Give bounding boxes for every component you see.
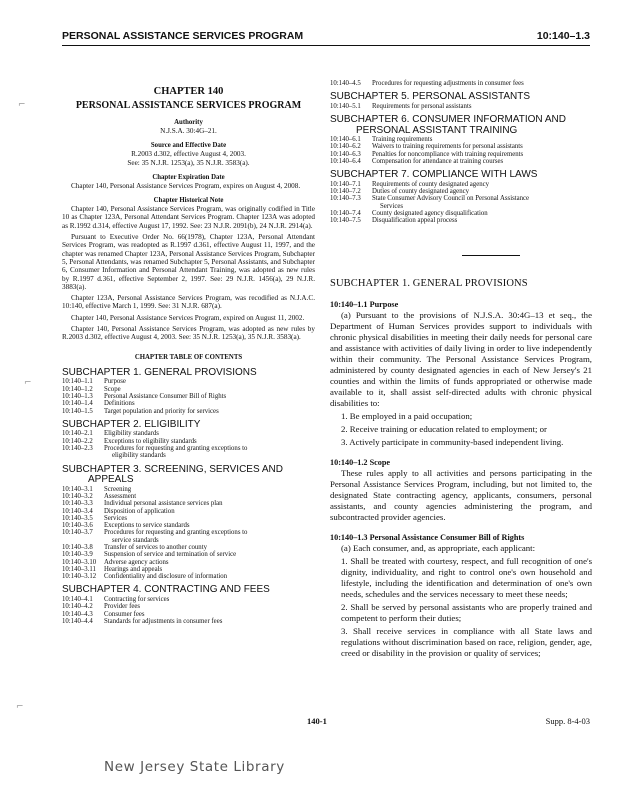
toc-entry-title: Adverse agency actions — [104, 558, 169, 566]
toc-subchapter-title: APPEALS — [88, 474, 134, 486]
toc-entry-title: State Consumer Advisory Council on Personal Assistance Services — [372, 195, 592, 210]
toc-entry — [330, 188, 592, 195]
toc-entry — [62, 596, 315, 603]
toc-entry-number: 10:140–3.1 — [62, 485, 93, 493]
rule-item: 2. Receive training or education related to employment; or — [341, 423, 547, 434]
source-heading: Source and Effective Date — [150, 142, 227, 150]
toc-entry-title: Training requirements — [372, 136, 433, 144]
toc-entry-number: 10:140–3.10 — [62, 558, 97, 566]
toc-entry — [62, 445, 315, 460]
toc-entry — [62, 486, 315, 493]
margin-mark: ⌐ — [16, 702, 24, 712]
history-paragraph: Chapter 140, Personal Assistance Services Program, expired on August 11, 2002. — [71, 313, 305, 322]
toc-entry-title: Suspension of service and termination of service — [104, 551, 237, 559]
toc-entry-title: Hearings and appeals — [104, 565, 163, 573]
toc-entry — [62, 611, 315, 618]
toc-entry-title: Disqualification appeal process — [372, 217, 458, 225]
rule-paragraph: (a) Pursuant to the provisions of N.J.S.A. 30:4G–13 et seq., the Department of Human Services provides support to individuals with chronic physical disabilities in meeting their daily needs for personal care and assistance with activities of daily living in order to live independently within their community. The Personal Assistance Services Program, administered by county designated agencies in each of New Jersey's 21 counties and within the limits of funds appropriated or otherwise made available to it, shall assist self-directed adults with chronic physical disabilities to: — [330, 309, 592, 408]
toc-entry-number: 10:140–3.8 — [62, 543, 93, 551]
margin-mark: ⌐ — [18, 100, 26, 110]
toc-entry — [62, 438, 315, 445]
toc-entry — [330, 143, 592, 150]
toc-entry-number: 10:140–3.7 — [62, 529, 93, 537]
right-column — [330, 80, 592, 659]
toc-entry — [330, 181, 592, 188]
toc-entry-title: Individual personal assistance services plan — [104, 500, 223, 508]
toc-entry — [330, 210, 592, 217]
toc-entry-number: 10:140–2.1 — [62, 430, 93, 438]
toc-entry-number: 10:140–7.2 — [330, 188, 361, 196]
toc-entry-number: 10:140–3.4 — [62, 507, 93, 515]
page-number: 140-1 — [307, 716, 327, 726]
toc-entry-number: 10:140–5.1 — [330, 102, 361, 110]
toc-entry-title: Compensation for attendance at training courses — [372, 157, 504, 165]
toc-entry — [330, 103, 592, 110]
toc-entry-number: 10:140–2.3 — [62, 445, 93, 453]
toc-entry — [62, 603, 315, 610]
toc-entry-number: 10:140–1.4 — [62, 400, 93, 408]
chapter-number: CHAPTER 140 — [153, 86, 224, 97]
toc-entry-title: Scope — [104, 385, 121, 393]
history-heading: Chapter Historical Note — [153, 197, 224, 205]
toc-entry-number: 10:140–3.11 — [62, 565, 96, 573]
toc-entry — [62, 500, 315, 507]
toc-entry-title: Procedures for requesting adjustments in consumer fees — [372, 80, 524, 87]
toc-entry — [330, 158, 592, 165]
toc-subchapter-title: SUBCHAPTER 3. SCREENING, SERVICES AND — [62, 463, 283, 475]
rule-item: 3. Shall receive services in compliance with all State laws and regulations without discrimination based on race, religion, gender, age, creed or disability in the provision or quality of services; — [341, 625, 592, 658]
toc-entry — [62, 493, 315, 500]
toc-entry — [62, 559, 315, 566]
toc-subchapter-title: SUBCHAPTER 6. CONSUMER INFORMATION AND — [330, 114, 566, 126]
toc-entry-title: Screening — [104, 485, 132, 493]
toc-entry-title: Procedures for requesting and granting exceptions to service standards — [104, 529, 315, 544]
toc-entry-title: Transfer of services to another county — [104, 543, 207, 551]
running-header — [62, 30, 590, 44]
toc-entry-number: 10:140–6.3 — [330, 150, 361, 158]
toc-entry — [62, 573, 315, 580]
toc-entry-number: 10:140–1.2 — [62, 385, 93, 393]
rule-item: 2. Shall be served by personal assistants who are properly trained and competent to perform their duties; — [341, 601, 592, 623]
toc-entry-title: Services — [104, 514, 128, 522]
toc-subchapter-title: SUBCHAPTER 4. CONTRACTING AND FEES — [62, 584, 270, 596]
toc-entry-number: 10:140–3.9 — [62, 551, 93, 559]
toc-subchapter-title: PERSONAL ASSISTANT TRAINING — [356, 124, 518, 136]
toc-entry-number: 10:140–3.2 — [62, 492, 93, 500]
toc-entry-number: 10:140–2.2 — [62, 437, 93, 445]
toc-entry-number: 10:140–6.1 — [330, 136, 361, 144]
toc-entry-continuation: eligibility standards — [112, 452, 166, 460]
chapter-title: PERSONAL ASSISTANCE SERVICES PROGRAM — [75, 100, 302, 111]
toc-entry — [62, 522, 315, 529]
toc-entry — [62, 529, 315, 544]
toc-entry-title: Waivers to training requirements for personal assistants — [372, 143, 523, 151]
toc-entry-number: 10:140–1.5 — [62, 407, 93, 415]
subchapter-heading: SUBCHAPTER 1. GENERAL PROVISIONS — [330, 277, 528, 289]
toc-entry-title: Requirements of county designated agency — [372, 180, 490, 188]
toc-entry-title: Purpose — [104, 378, 126, 386]
toc-entry-number: 10:140–4.4 — [62, 617, 93, 625]
library-stamp: New Jersey State Library — [104, 759, 285, 775]
toc-entry — [62, 515, 315, 522]
toc-entry-title: Assessment — [104, 492, 137, 500]
rule-item: 1. Be employed in a paid occupation; — [341, 410, 473, 421]
toc-entry — [62, 430, 315, 437]
toc-entry — [330, 195, 592, 210]
toc-left — [62, 368, 315, 625]
toc-entry-number: 10:140–4.2 — [62, 603, 93, 611]
toc-entry-number: 10:140–1.1 — [62, 378, 93, 386]
toc-entry-title: Definitions — [104, 400, 135, 408]
toc-entry-number: 10:140–3.12 — [62, 573, 97, 581]
history-paragraph: Chapter 140, Personal Assistance Services Program, was adopted as new rules by R.2003 d.302, effective August 4, 2003. See: 35 N.J.R. 1253(a), 35 N.J.R. 3583(a). — [62, 325, 315, 342]
source-line: See: 35 N.J.R. 1253(a), 35 N.J.R. 3583(a). — [127, 158, 250, 167]
toc-entry — [62, 400, 315, 407]
toc-entry-number: 10:140–4.1 — [62, 595, 93, 603]
toc-entry — [62, 618, 315, 625]
toc-entry — [330, 80, 592, 87]
toc-entry-title: Target population and priority for services — [104, 407, 219, 415]
section-separator — [462, 255, 520, 256]
toc-entry-title: Duties of county designated agency — [372, 188, 470, 196]
authority-heading: Authority — [174, 119, 203, 126]
toc-entry-title: Exceptions to service standards — [104, 522, 190, 530]
history-paragraph: Pursuant to Executive Order No. 66(1978), Chapter 123A, Personal Attendant Services Program, was readopted as R.1997 d.361, effective August 11, 1997, and the chapter was renamed Chapter 123A, Personal Assistance Services Program, Subchapter 5, Personal Attendants, was renamed Subchapter 5, Personal Assistants, and Subchapter 6, Consumer Information and Personal Attendant Training, was adopted as new rules by R.1997 d.361, effective September 2, 1997. See: 29 N.J.R. 1456(a), 29 N.J.R. 3883(a). — [62, 233, 315, 291]
toc-entry-number: 10:140–3.6 — [62, 522, 93, 530]
rule-item: 1. Shall be treated with courtesy, respect, and full recognition of one's dignity, individuality, and right to control one's own household and lifestyle, including the identification and determination of one's own needs, schedules and the services necessary to meet these needs; — [341, 555, 592, 599]
toc-entry-title: Penalties for noncompliance with training requirements — [372, 150, 524, 158]
toc-heading: CHAPTER TABLE OF CONTENTS — [134, 353, 243, 361]
rule-paragraph: (a) Each consumer, and, as appropriate, each applicant: — [341, 542, 536, 553]
toc-entry-number: 10:140–3.3 — [62, 500, 93, 508]
left-column — [62, 86, 315, 625]
toc-subchapter-title: SUBCHAPTER 5. PERSONAL ASSISTANTS — [330, 91, 531, 103]
toc-entry-title: Personal Assistance Consumer Bill of Rights — [104, 393, 227, 401]
toc-entry-title: Consumer fees — [104, 610, 145, 618]
toc-entry-title: Contracting for services — [104, 595, 170, 603]
toc-subchapter-title: SUBCHAPTER 1. GENERAL PROVISIONS — [62, 366, 257, 378]
rule-heading: 10:140–1.2 Scope — [330, 457, 391, 467]
toc-entry-number: 10:140–7.5 — [330, 217, 361, 225]
toc-entry-number: 10:140–6.4 — [330, 157, 361, 165]
toc-subchapter-title: SUBCHAPTER 2. ELIGIBILITY — [62, 418, 201, 430]
toc-entry-title: Procedures for requesting and granting exceptions to eligibility standards — [104, 445, 315, 460]
toc-entry-number: 10:140–1.3 — [62, 393, 93, 401]
rule-item: 3. Actively participate in community-based independent living. — [341, 436, 564, 447]
toc-entry-title: Eligibility standards — [104, 430, 159, 438]
toc-entry-number: 10:140–7.3 — [330, 195, 361, 203]
toc-entry — [330, 151, 592, 158]
toc-entry-title: Standards for adjustments in consumer fees — [104, 617, 223, 625]
toc-entry-number: 10:140–7.4 — [330, 209, 361, 217]
toc-entry-title: Exceptions to eligibility standards — [104, 437, 197, 445]
expiration-heading: Chapter Expiration Date — [152, 173, 225, 181]
toc-entry — [330, 136, 592, 143]
header-title: PERSONAL ASSISTANCE SERVICES PROGRAM — [62, 30, 304, 42]
toc-entry-number: 10:140–6.2 — [330, 143, 361, 151]
toc-entry-continuation: Services — [380, 202, 404, 210]
header-rule — [62, 45, 590, 46]
rule-paragraph: These rules apply to all activities and persons participating in the Personal Assistance Services Program, including, but not limited to, the designated State contracting agency, applicants, consumers, personal assistants, and county agencies administering the program, and subcontracted provider agencies. — [330, 467, 592, 522]
rule-heading: 10:140–1.3 Personal Assistance Consumer Bill of Rights — [330, 532, 525, 542]
toc-entry — [62, 408, 315, 415]
supplement-date: Supp. 8-4-03 — [545, 716, 590, 726]
toc-entry-title: Confidentiality and disclosure of information — [104, 573, 228, 581]
toc-entry-number: 10:140–4.3 — [62, 610, 93, 618]
toc-subchapter-title: SUBCHAPTER 7. COMPLIANCE WITH LAWS — [330, 169, 538, 181]
toc-entry-number: 10:140–3.5 — [62, 514, 93, 522]
history-paragraph: Chapter 140, Personal Assistance Services Program, was originally codified in Title 10 as Chapter 123A, Personal Attendant Services Program. Chapter 123A was adopted as R.1992 d.314, effective August 17, 1992. See: 23 N.J.R. 2091(b), 24 N.J.R. 2914(a). — [62, 205, 315, 230]
margin-mark: ⌐ — [24, 378, 32, 388]
toc-entry-number: 10:140–7.1 — [330, 180, 361, 188]
toc-entry — [62, 566, 315, 573]
toc-entry — [62, 508, 315, 515]
toc-entry — [62, 544, 315, 551]
header-section: 10:140–1.3 — [536, 30, 590, 42]
authority-text: N.J.S.A. 30:4G–21. — [160, 127, 217, 135]
source-line: R.2003 d.302, effective August 4, 2003. — [131, 150, 246, 159]
toc-entry-title: County designated agency disqualification — [372, 209, 488, 217]
toc-entry-continuation: service standards — [112, 536, 159, 544]
expiration-text: Chapter 140, Personal Assistance Services Program, expires on August 4, 2008. — [71, 181, 301, 190]
rule-heading: 10:140–1.1 Purpose — [330, 299, 399, 309]
toc-entry — [62, 393, 315, 400]
toc-entry-title: Disposition of application — [104, 507, 175, 515]
toc-right — [330, 92, 592, 224]
toc-entry-number: 10:140–4.5 — [330, 80, 361, 87]
toc-entry — [62, 551, 315, 558]
toc-entry — [330, 217, 592, 224]
toc-entry — [62, 378, 315, 385]
toc-entry-title: Provider fees — [104, 603, 141, 611]
toc-entry — [62, 386, 315, 393]
history-paragraph: Chapter 123A, Personal Assistance Services Program, was recodified as N.J.A.C. 10:140, effective March 1, 1999. See: 31 N.J.R. 687(a). — [62, 294, 315, 311]
toc-entry-title: Requirements for personal assistants — [372, 102, 472, 110]
